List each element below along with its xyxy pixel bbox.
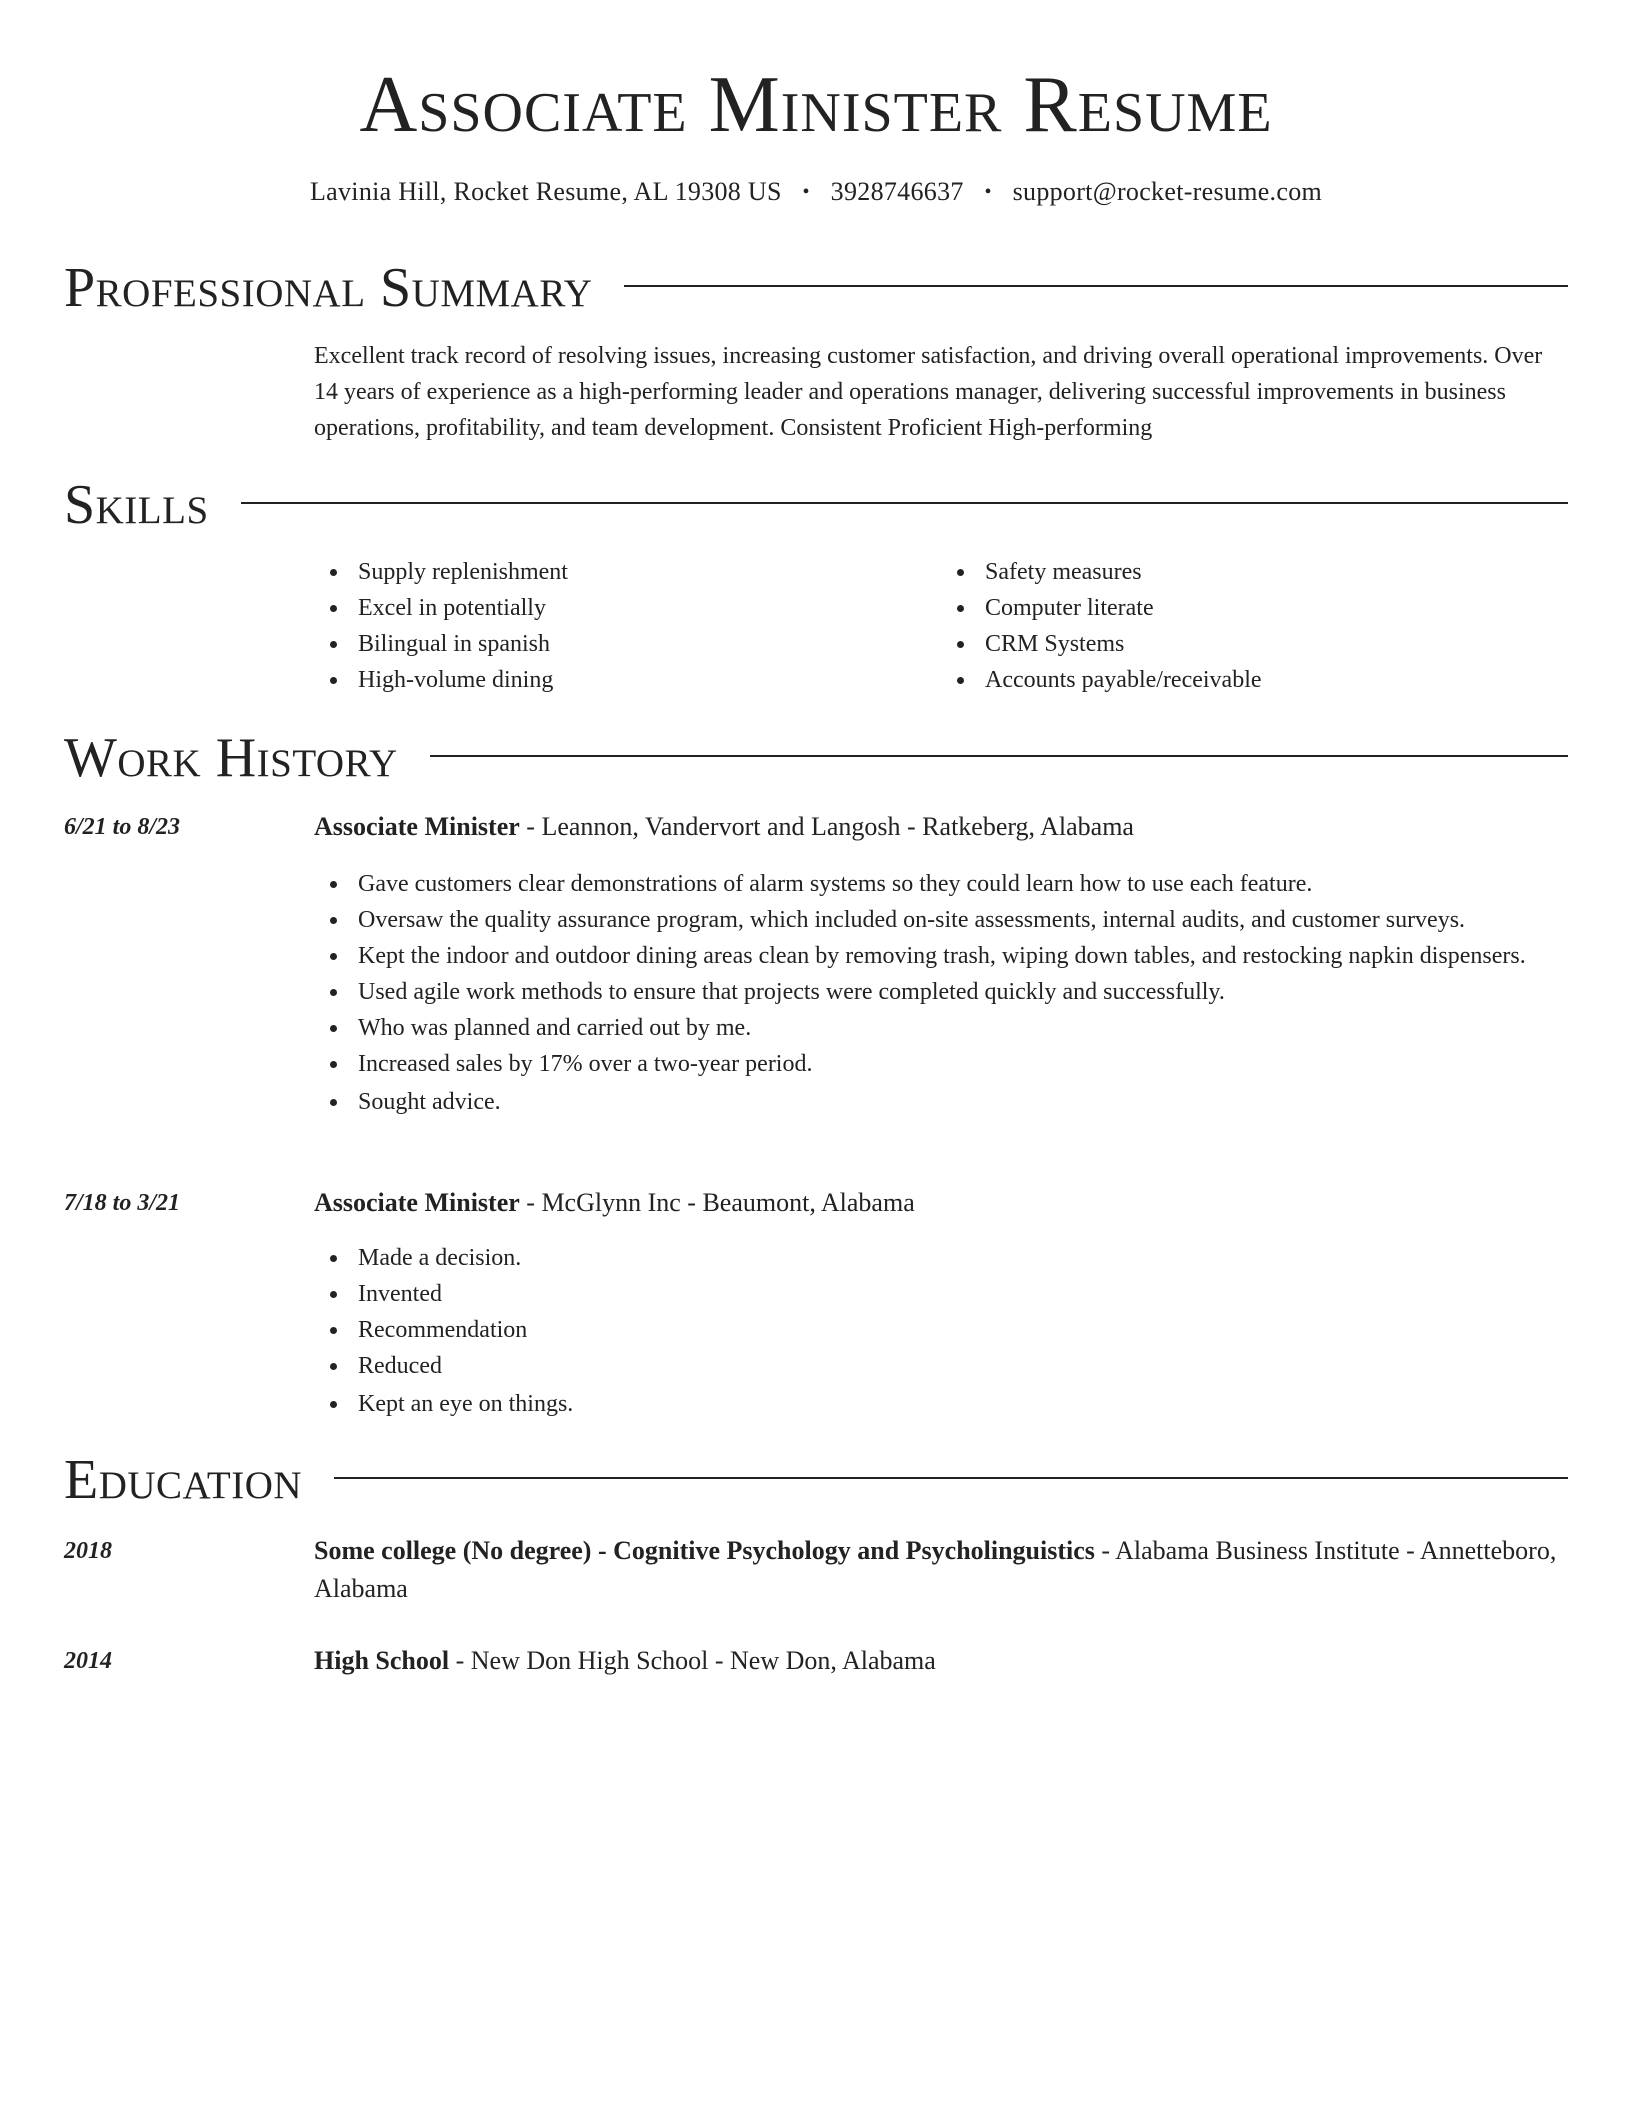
work-section-header bbox=[64, 723, 1568, 793]
education-section-header bbox=[64, 1445, 1568, 1515]
skill-item: Supply replenishment bbox=[358, 554, 941, 590]
education-degree: High School bbox=[314, 1646, 450, 1675]
job-dates: 6/21 to 8/23 bbox=[64, 814, 181, 840]
job-duty-item: Sought advice. bbox=[358, 1084, 1568, 1120]
skills-column-left bbox=[314, 554, 941, 698]
skills-column-right bbox=[941, 554, 1568, 698]
job-title: Associate Minister bbox=[314, 812, 520, 841]
job-duty-item: Increased sales by 17% over a two-year period. bbox=[358, 1046, 1568, 1082]
job-duties bbox=[314, 866, 1568, 1120]
job-duty-item: Reduced bbox=[358, 1348, 1568, 1384]
education-school: - Alabama Business Institute - Annetteboro, Alabama bbox=[314, 1536, 1557, 1603]
job-duties bbox=[314, 1240, 1568, 1422]
education-degree: Some college (No degree) - Cognitive Psychology and Psycholinguistics bbox=[314, 1536, 1095, 1565]
education-year: 2018 bbox=[64, 1538, 112, 1564]
job-duty-item: Oversaw the quality assurance program, which included on-site assessments, internal audits, and customer surveys. bbox=[358, 902, 1568, 938]
contact-phone: 3928746637 bbox=[830, 177, 964, 206]
skill-item: CRM Systems bbox=[985, 626, 1568, 662]
education-heading: Education bbox=[64, 1449, 303, 1511]
job-duty-item: Recommendation bbox=[358, 1312, 1568, 1348]
contact-line bbox=[64, 172, 1568, 214]
job-duty-item: Kept the indoor and outdoor dining areas clean by removing trash, wiping down tables, and restocking napkin dispensers. bbox=[358, 938, 1568, 974]
job-header bbox=[314, 808, 1568, 846]
contact-separator: • bbox=[802, 181, 810, 203]
skill-item: Accounts payable/receivable bbox=[985, 662, 1568, 698]
job-duty-item: Gave customers clear demonstrations of alarm systems so they could learn how to use each feature. bbox=[358, 866, 1568, 902]
section-divider bbox=[624, 285, 1568, 287]
contact-email: support@rocket-resume.com bbox=[1012, 177, 1323, 206]
work-heading: Work History bbox=[64, 727, 398, 789]
skill-item: Excel in potentially bbox=[358, 590, 941, 626]
job-duty-item: Used agile work methods to ensure that projects were completed quickly and successfully. bbox=[358, 974, 1568, 1010]
skill-item: Bilingual in spanish bbox=[358, 626, 941, 662]
education-entry bbox=[314, 1532, 1568, 1608]
job-dates: 7/18 to 3/21 bbox=[64, 1190, 181, 1216]
resume-title: Associate Minister Resume bbox=[359, 61, 1273, 149]
skill-item: Safety measures bbox=[985, 554, 1568, 590]
education-year: 2014 bbox=[64, 1648, 112, 1674]
section-divider bbox=[241, 502, 1568, 504]
section-divider bbox=[334, 1477, 1568, 1479]
education-entry bbox=[314, 1642, 1568, 1680]
job-duty-item: Invented bbox=[358, 1276, 1568, 1312]
job-employer: - McGlynn Inc - Beaumont, Alabama bbox=[519, 1188, 915, 1217]
contact-address: Lavinia Hill, Rocket Resume, AL 19308 US bbox=[309, 177, 782, 206]
skill-item: Computer literate bbox=[985, 590, 1568, 626]
summary-section-header bbox=[64, 253, 1568, 323]
job-header bbox=[314, 1184, 1568, 1222]
job-employer: - Leannon, Vandervort and Langosh - Ratkeberg, Alabama bbox=[519, 812, 1134, 841]
job-duty-item: Kept an eye on things. bbox=[358, 1386, 1568, 1422]
job-duty-item: Who was planned and carried out by me. bbox=[358, 1010, 1568, 1046]
summary-text: Excellent track record of resolving issues, increasing customer satisfaction, and driving overall operational improvements. Over 14 years of experience as a high-performing leader and operations manager, delivering successful improvements in business operations, profitability, and team development. Consistent Proficient High-performing bbox=[314, 343, 1543, 441]
skills-heading: Skills bbox=[64, 474, 209, 536]
skill-item: High-volume dining bbox=[358, 662, 941, 698]
section-divider bbox=[430, 755, 1568, 757]
skills-list bbox=[314, 554, 1568, 698]
summary-heading: Professional Summary bbox=[64, 257, 593, 319]
education-school: - New Don High School - New Don, Alabama bbox=[449, 1646, 936, 1675]
contact-separator: • bbox=[984, 181, 992, 203]
job-title: Associate Minister bbox=[314, 1188, 520, 1217]
skills-section-header bbox=[64, 470, 1568, 540]
job-duty-item: Made a decision. bbox=[358, 1240, 1568, 1276]
